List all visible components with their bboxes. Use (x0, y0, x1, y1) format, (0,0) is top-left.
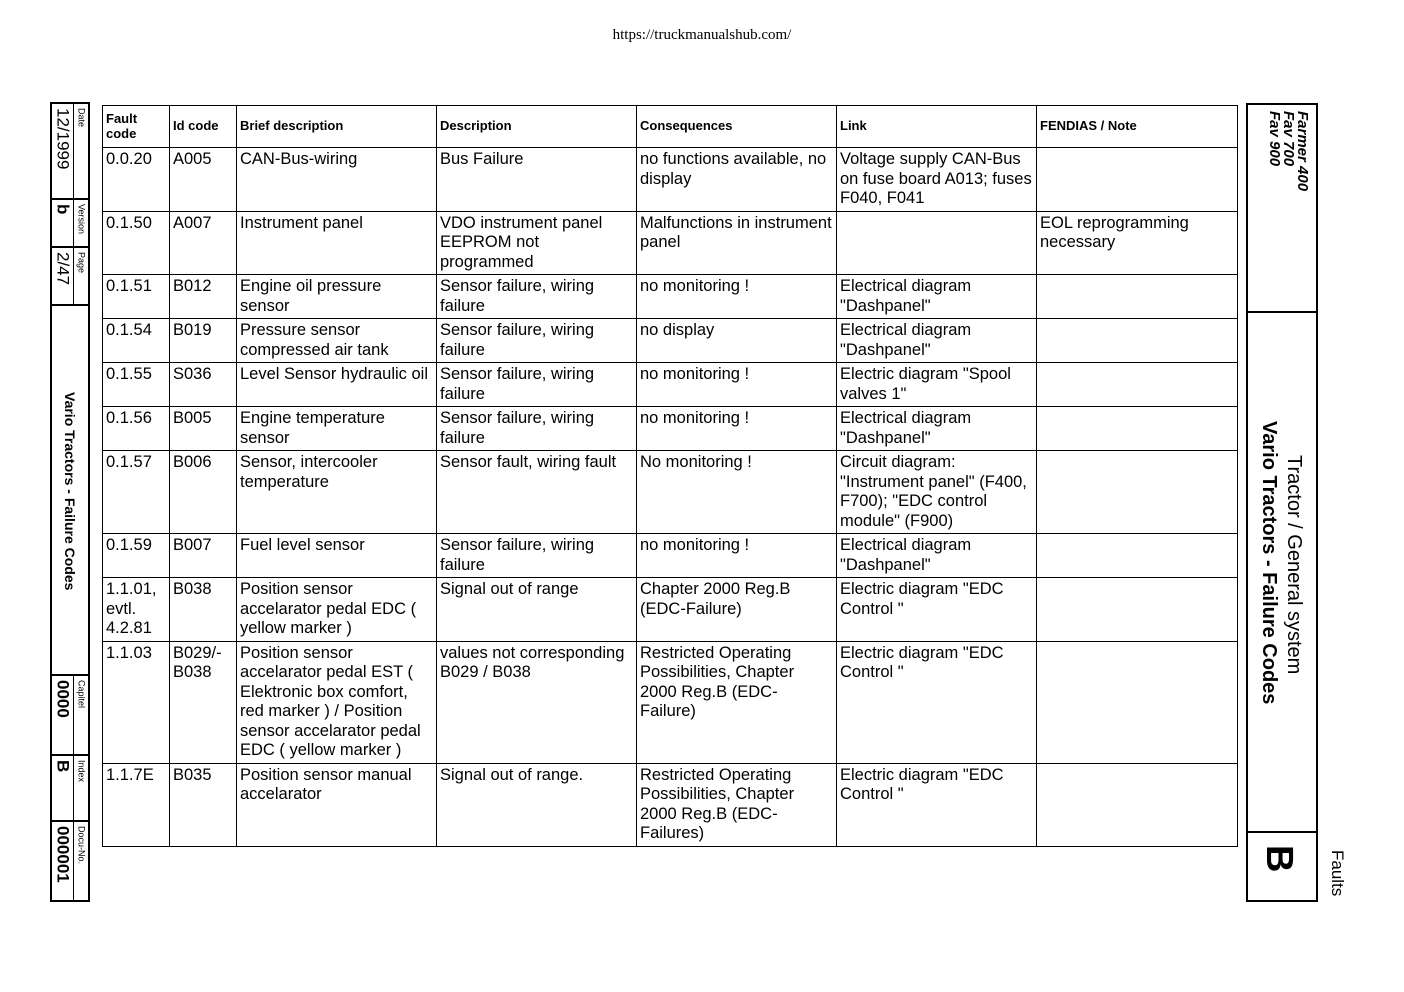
cell-id-code: A007 (170, 211, 237, 275)
cell-description: VDO instrument panel EEPROM not programmed (437, 211, 637, 275)
cell-brief-description: CAN-Bus-wiring (237, 148, 437, 212)
cell-id-code: B035 (170, 763, 237, 846)
cell-fault-code: 0.1.57 (103, 451, 170, 534)
cell-description: values not corresponding B029 / B038 (437, 641, 637, 763)
cell-fault-code: 0.1.50 (103, 211, 170, 275)
table-row (103, 534, 1238, 578)
page-label: Page (76, 252, 87, 274)
header-fault-code: Fault code (103, 106, 170, 148)
cell-link: Electric diagram "EDC Control " (837, 763, 1037, 846)
cell-description: Signal out of range (437, 578, 637, 642)
table-row (103, 211, 1238, 275)
cell-description: Sensor failure, wiring failure (437, 407, 637, 451)
model-name: Fav 700 (1280, 111, 1297, 167)
cell-fendias-note (1037, 578, 1238, 642)
chapter-cell (52, 676, 88, 756)
header-brief-description: Brief description (237, 106, 437, 148)
cell-link: Electric diagram "Spool valves 1" (837, 363, 1037, 407)
cell-consequences: no functions available, no display (637, 148, 837, 212)
cell-link: Electric diagram "EDC Control " (837, 578, 1037, 642)
cell-description: Sensor failure, wiring failure (437, 319, 637, 363)
cell-description: Sensor fault, wiring fault (437, 451, 637, 534)
index-label: Index (76, 760, 87, 783)
table-row (103, 763, 1238, 846)
docu-cell (52, 822, 88, 900)
left-title: Vario Tractors - Failure Codes (62, 392, 78, 591)
cell-fault-code: 0.1.55 (103, 363, 170, 407)
cell-consequences: no display (637, 319, 837, 363)
cell-id-code: B007 (170, 534, 237, 578)
cell-consequences: Restricted Operating Possibilities, Chapter 2000 Reg.B (EDC-Failures) (637, 763, 837, 846)
cell-brief-description: Pressure sensor compressed air tank (237, 319, 437, 363)
chapter-value: 0000 (53, 680, 72, 718)
table-row (103, 275, 1238, 319)
left-title-cell (52, 306, 88, 676)
cell-fault-code: 1.1.7E (103, 763, 170, 846)
cell-fendias-note (1037, 763, 1238, 846)
docu-label: Docu-No. (76, 826, 87, 865)
cell-fendias-note (1037, 641, 1238, 763)
cell-consequences: No monitoring ! (637, 451, 837, 534)
header-description: Description (437, 106, 637, 148)
right-title: Vario Tractors - Failure Codes (1258, 421, 1280, 705)
cell-brief-description: Position sensor accelarator pedal EDC ( yellow marker ) (237, 578, 437, 642)
failure-codes-table (102, 105, 1238, 847)
right-title-cell (1248, 313, 1316, 833)
cell-fault-code: 1.1.01, evtl. 4.2.81 (103, 578, 170, 642)
cell-fault-code: 0.1.59 (103, 534, 170, 578)
cell-id-code: B006 (170, 451, 237, 534)
section-name: Tractor / General system (1283, 455, 1305, 675)
cell-consequences: Restricted Operating Possibilities, Chapter 2000 Reg.B (EDC-Failure) (637, 641, 837, 763)
right-info-strip (1246, 103, 1318, 902)
table-row (103, 148, 1238, 212)
cell-fault-code: 0.1.54 (103, 319, 170, 363)
cell-brief-description: Engine temperature sensor (237, 407, 437, 451)
header-id-code: Id code (170, 106, 237, 148)
chapter-label: Capitel (76, 680, 87, 709)
cell-fendias-note (1037, 407, 1238, 451)
page-cell (52, 248, 88, 306)
cell-brief-description: Level Sensor hydraulic oil (237, 363, 437, 407)
cell-fendias-note (1037, 451, 1238, 534)
cell-id-code: B019 (170, 319, 237, 363)
model-name: Farmer 400 (1294, 111, 1311, 192)
cell-consequences: Malfunctions in instrument panel (637, 211, 837, 275)
model-list (1248, 105, 1316, 313)
cell-link (837, 211, 1037, 275)
docu-value: 000001 (53, 826, 72, 883)
cell-consequences: no monitoring ! (637, 534, 837, 578)
cell-brief-description: Position sensor manual accelarator (237, 763, 437, 846)
cell-link: Electrical diagram "Dashpanel" (837, 275, 1037, 319)
cell-id-code: B012 (170, 275, 237, 319)
date-cell (52, 104, 88, 200)
cell-id-code: B038 (170, 578, 237, 642)
cell-fendias-note (1037, 534, 1238, 578)
cell-brief-description: Position sensor accelarator pedal EST ( Elektronic box comfort, red marker ) / Position sensor accelarator pedal EDC ( yellow marker ) (237, 641, 437, 763)
cell-link: Electric diagram "EDC Control " (837, 641, 1037, 763)
table-row (103, 407, 1238, 451)
cell-brief-description: Engine oil pressure sensor (237, 275, 437, 319)
header-consequences: Consequences (637, 106, 837, 148)
cell-link: Electrical diagram "Dashpanel" (837, 407, 1037, 451)
table-row (103, 319, 1238, 363)
left-info-strip (50, 102, 90, 902)
date-value: 12/1999 (53, 108, 72, 170)
header-link: Link (837, 106, 1037, 148)
cell-brief-description: Fuel level sensor (237, 534, 437, 578)
cell-fendias-note (1037, 363, 1238, 407)
cell-description: Sensor failure, wiring failure (437, 363, 637, 407)
cell-id-code: B005 (170, 407, 237, 451)
index-value: B (53, 760, 72, 773)
cell-fendias-note: EOL reprogramming necessary (1037, 211, 1238, 275)
cell-brief-description: Sensor, intercooler temperature (237, 451, 437, 534)
cell-consequences: no monitoring ! (637, 363, 837, 407)
cell-fault-code: 0.1.51 (103, 275, 170, 319)
cell-link: Electrical diagram "Dashpanel" (837, 534, 1037, 578)
cell-consequences: no monitoring ! (637, 275, 837, 319)
cell-fault-code: 0.0.20 (103, 148, 170, 212)
cell-description: Signal out of range. (437, 763, 637, 846)
table-row (103, 578, 1238, 642)
table-row (103, 451, 1238, 534)
version-label: Version (76, 204, 87, 235)
model-name: Fav 900 (1266, 111, 1283, 167)
cell-fendias-note (1037, 319, 1238, 363)
page-value: 2/47 (53, 252, 72, 286)
cell-fault-code: 0.1.56 (103, 407, 170, 451)
right-index-letter: B (1258, 845, 1300, 873)
cell-description: Sensor failure, wiring failure (437, 275, 637, 319)
version-cell (52, 200, 88, 248)
cell-description: Bus Failure (437, 148, 637, 212)
table-row (103, 363, 1238, 407)
cell-id-code: B029/-B038 (170, 641, 237, 763)
cell-description: Sensor failure, wiring failure (437, 534, 637, 578)
category-label: Faults (1328, 850, 1347, 897)
header-fendias-note: FENDIAS / Note (1037, 106, 1238, 148)
cell-fault-code: 1.1.03 (103, 641, 170, 763)
cell-id-code: A005 (170, 148, 237, 212)
cell-id-code: S036 (170, 363, 237, 407)
cell-brief-description: Instrument panel (237, 211, 437, 275)
cell-link: Voltage supply CAN-Bus on fuse board A013; fuses F040, F041 (837, 148, 1037, 212)
cell-consequences: no monitoring ! (637, 407, 837, 451)
cell-fendias-note (1037, 275, 1238, 319)
version-value: b (53, 204, 72, 215)
cell-link: Electrical diagram "Dashpanel" (837, 319, 1037, 363)
cell-link: Circuit diagram: "Instrument panel" (F400, F700); "EDC control module" (F900) (837, 451, 1037, 534)
index-cell (52, 756, 88, 822)
cell-consequences: Chapter 2000 Reg.B (EDC-Failure) (637, 578, 837, 642)
date-label: Date (76, 108, 87, 128)
cell-fendias-note (1037, 148, 1238, 212)
table-header-row (103, 106, 1238, 148)
source-url: https://truckmanualshub.com/ (612, 27, 792, 43)
table-row (103, 641, 1238, 763)
right-index-cell (1248, 833, 1316, 900)
